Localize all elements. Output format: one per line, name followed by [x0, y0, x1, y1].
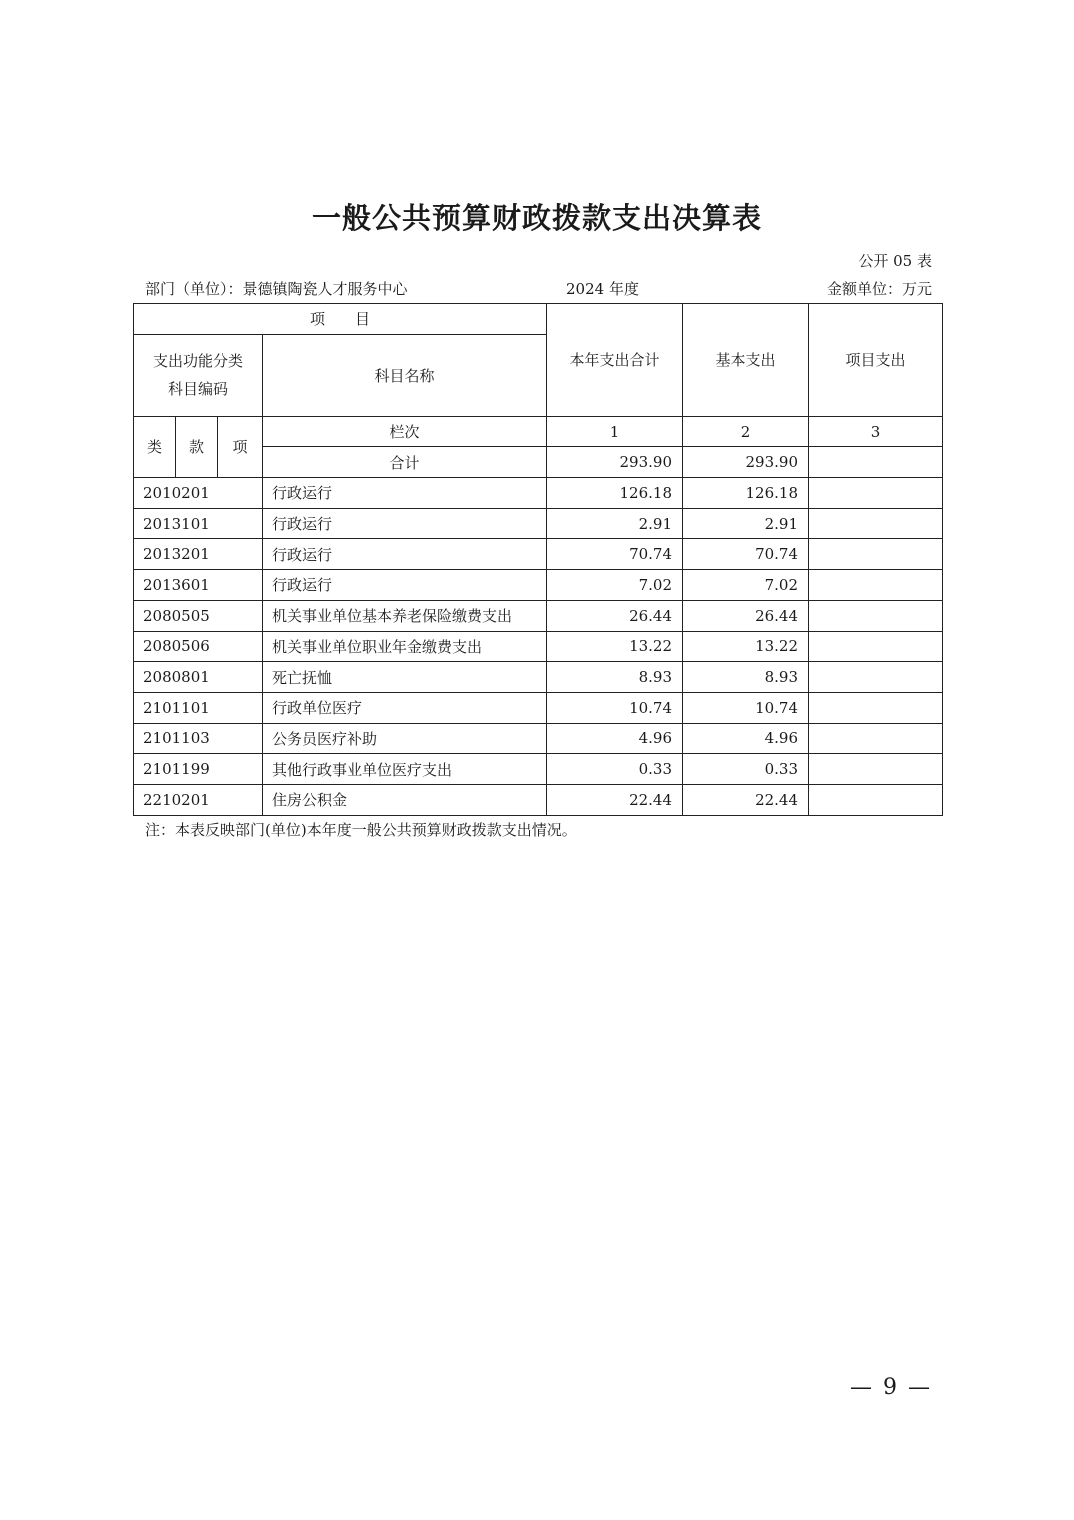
- table-row: [134, 539, 943, 570]
- header-project-expense: 项目支出: [809, 304, 943, 417]
- row-total: 10.74: [547, 692, 683, 723]
- meta-row: [145, 278, 932, 300]
- table-row: [134, 600, 943, 631]
- sum-total: 293.90: [547, 447, 683, 478]
- table-row: [134, 631, 943, 662]
- header-name: 科目名称: [263, 334, 547, 416]
- row-name: 住房公积金: [263, 784, 547, 815]
- row-code: 2101101: [134, 692, 263, 723]
- sum-label: 合计: [263, 447, 547, 478]
- table-row: [134, 508, 943, 539]
- row-name: 行政运行: [263, 539, 547, 570]
- row-code: 2080801: [134, 662, 263, 693]
- row-project: [809, 600, 943, 631]
- row-basic: 0.33: [683, 754, 809, 785]
- row-basic: 8.93: [683, 662, 809, 693]
- row-name: 行政运行: [263, 478, 547, 509]
- row-project: [809, 784, 943, 815]
- header-code-line1: 支出功能分类: [152, 352, 243, 371]
- header-basic: 基本支出: [683, 304, 809, 417]
- row-name: 行政运行: [263, 570, 547, 601]
- row-total: 126.18: [547, 478, 683, 509]
- row-project: [809, 570, 943, 601]
- header-code-line2: 科目编码: [167, 380, 228, 399]
- row-name: 机关事业单位基本养老保险缴费支出: [263, 600, 547, 631]
- row-basic: 7.02: [683, 570, 809, 601]
- table-row: [134, 754, 943, 785]
- table-row: [134, 784, 943, 815]
- amount-unit: 金额单位：万元: [826, 280, 932, 298]
- header-row-3: [134, 416, 943, 447]
- row-basic: 13.22: [683, 631, 809, 662]
- row-total: 26.44: [547, 600, 683, 631]
- row-total: 13.22: [547, 631, 683, 662]
- column-index-2: 2: [683, 416, 809, 447]
- table-row: [134, 723, 943, 754]
- row-basic: 10.74: [683, 692, 809, 723]
- row-code: 2013201: [134, 539, 263, 570]
- header-lei: 类: [134, 416, 176, 477]
- row-basic: 2.91: [683, 508, 809, 539]
- row-basic: 22.44: [683, 784, 809, 815]
- row-project: [809, 723, 943, 754]
- row-total: 7.02: [547, 570, 683, 601]
- row-basic: 4.96: [683, 723, 809, 754]
- header-project: 项 目: [134, 304, 547, 335]
- table-row: [134, 662, 943, 693]
- row-project: [809, 478, 943, 509]
- page-number: — 9 —: [850, 1375, 932, 1400]
- form-number: 公开 05 表: [858, 252, 932, 270]
- row-project: [809, 754, 943, 785]
- column-index-3: 3: [809, 416, 943, 447]
- header-code: [134, 334, 263, 416]
- row-total: 22.44: [547, 784, 683, 815]
- header-row-1: [134, 304, 943, 335]
- row-total: 8.93: [547, 662, 683, 693]
- table-note: 注：本表反映部门(单位)本年度一般公共预算财政拨款支出情况。: [145, 821, 577, 839]
- row-name: 行政单位医疗: [263, 692, 547, 723]
- row-code: 2080506: [134, 631, 263, 662]
- row-project: [809, 539, 943, 570]
- row-code: 2013601: [134, 570, 263, 601]
- header-total: 本年支出合计: [547, 304, 683, 417]
- row-project: [809, 662, 943, 693]
- row-basic: 126.18: [683, 478, 809, 509]
- table-row: [134, 478, 943, 509]
- header-xiang: 项: [218, 416, 263, 477]
- table-row: [134, 570, 943, 601]
- column-index-1: 1: [547, 416, 683, 447]
- row-project: [809, 692, 943, 723]
- budget-table: [133, 303, 943, 816]
- row-total: 2.91: [547, 508, 683, 539]
- sum-project: [809, 447, 943, 478]
- row-name: 机关事业单位职业年金缴费支出: [263, 631, 547, 662]
- row-code: 2010201: [134, 478, 263, 509]
- row-basic: 26.44: [683, 600, 809, 631]
- row-code: 2080505: [134, 600, 263, 631]
- row-project: [809, 631, 943, 662]
- row-total: 0.33: [547, 754, 683, 785]
- row-name: 其他行政事业单位医疗支出: [263, 754, 547, 785]
- row-name: 公务员医疗补助: [263, 723, 547, 754]
- row-code: 2101199: [134, 754, 263, 785]
- row-name: 行政运行: [263, 508, 547, 539]
- row-total: 70.74: [547, 539, 683, 570]
- column-index-label: 栏次: [263, 416, 547, 447]
- sum-basic: 293.90: [683, 447, 809, 478]
- table-row: [134, 692, 943, 723]
- row-code: 2210201: [134, 784, 263, 815]
- header-kuan: 款: [176, 416, 218, 477]
- row-total: 4.96: [547, 723, 683, 754]
- fiscal-year: 2024 年度: [566, 280, 639, 298]
- department-label: 部门（单位）：景德镇陶瓷人才服务中心: [145, 280, 408, 298]
- row-basic: 70.74: [683, 539, 809, 570]
- row-project: [809, 508, 943, 539]
- row-code: 2101103: [134, 723, 263, 754]
- row-name: 死亡抚恤: [263, 662, 547, 693]
- page-title: 一般公共预算财政拨款支出决算表: [311, 201, 762, 235]
- row-code: 2013101: [134, 508, 263, 539]
